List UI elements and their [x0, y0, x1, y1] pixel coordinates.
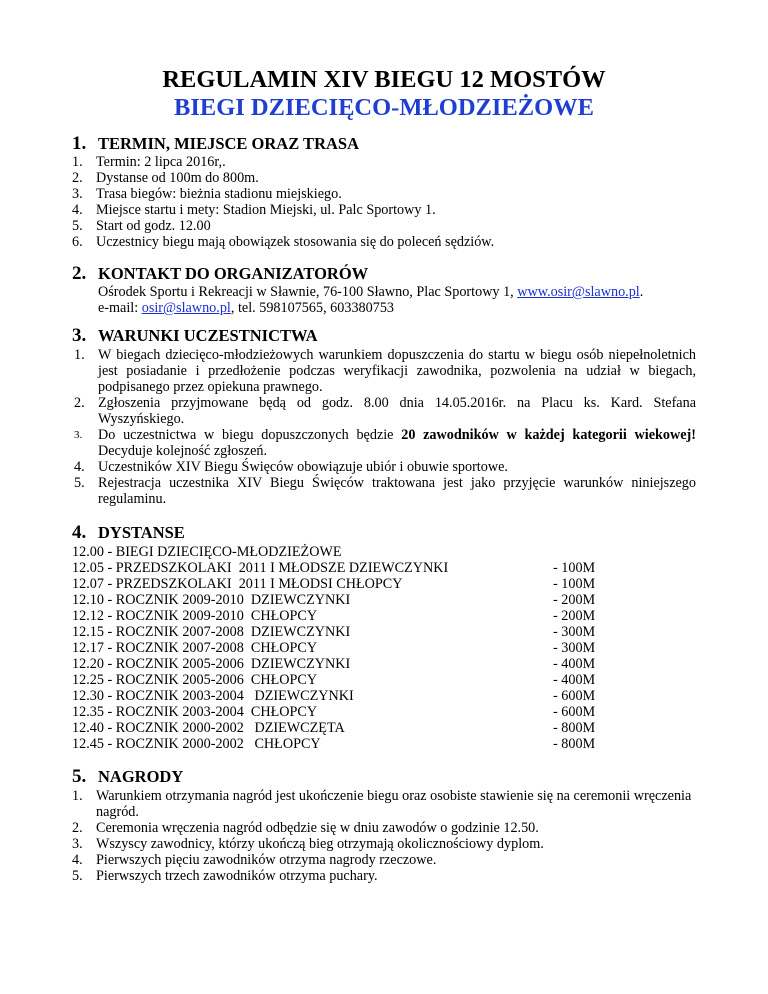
list-item: 1. W biegach dziecięco-młodzieżowych warunkiem dopuszczenia do startu w biegu osób niepełnoletnich jest posiadanie i przedłożenie podczas weryfikacji zawodnika, pozwolenia na udział w biegach, podpisanego przez opiekuna prawnego.: [74, 347, 696, 395]
list-item: 4. Uczestników XIV Biegu Święców obowiązuje ubiór i obuwie sportowe.: [74, 459, 508, 475]
section-5-heading: [72, 767, 183, 787]
section-3-list: [74, 347, 696, 507]
document-subtitle: BIEGI DZIECIĘCO-MŁODZIEŻOWE: [174, 94, 594, 121]
table-row: 12.12 - ROCZNIK 2009-2010 CHŁOPCY - 200M: [72, 608, 596, 624]
section-number: 2.: [72, 263, 87, 284]
section-title: DYSTANSE: [98, 523, 185, 542]
list-item: 2. Ceremonia wręczenia nagród odbędzie się w dniu zawodów o godzinie 12.50.: [72, 820, 539, 836]
table-row: 12.17 - ROCZNIK 2007-2008 CHŁOPCY - 300M: [72, 640, 596, 656]
distances-table: [72, 544, 596, 752]
contact-email: e-mail: osir@slawno.pl, tel. 598107565, 603380753: [98, 300, 395, 316]
table-row: 12.07 - PRZEDSZKOLAKI 2011 I MŁODSI CHŁOPCY - 100M: [72, 576, 596, 592]
table-row: 12.05 - PRZEDSZKOLAKI 2011 I MŁODSZE DZIEWCZYNKI - 100M: [72, 560, 596, 576]
section-5-list: [72, 788, 696, 884]
section-number: 1.: [72, 133, 87, 154]
table-row: 12.40 - ROCZNIK 2000-2002 DZIEWCZĘTA - 800M: [72, 720, 596, 736]
section-3-heading: [72, 326, 318, 346]
document-title: REGULAMIN XIV BIEGU 12 MOSTÓW: [162, 66, 606, 93]
section-title: KONTAKT DO ORGANIZATORÓW: [98, 264, 369, 283]
table-row: 12.45 - ROCZNIK 2000-2002 CHŁOPCY - 800M: [72, 736, 596, 752]
table-row: 12.30 - ROCZNIK 2003-2004 DZIEWCZYNKI - 600M: [72, 688, 596, 704]
section-4-heading: [72, 523, 185, 543]
contact-address: Ośrodek Sportu i Rekreacji w Sławnie, 76-100 Sławno, Plac Sportowy 1, www.osir@slawno.pl.: [98, 284, 644, 300]
section-title: WARUNKI UCZESTNICTWA: [98, 326, 318, 345]
section-title: NAGRODY: [98, 767, 184, 786]
section-number: 4.: [72, 522, 87, 543]
section-number: 5.: [72, 766, 87, 787]
list-item: 6. Uczestnicy biegu mają obowiązek stosowania się do poleceń sędziów.: [72, 234, 495, 250]
list-item: 3. Trasa biegów: bieżnia stadionu miejskiego.: [72, 186, 342, 202]
section-number: 3.: [72, 325, 87, 346]
table-row: 12.35 - ROCZNIK 2003-2004 CHŁOPCY - 600M: [72, 704, 596, 720]
list-item: 1. Termin: 2 lipca 2016r,.: [72, 154, 226, 170]
list-item: 2. Zgłoszenia przyjmowane będą od godz. 8.00 dnia 14.05.2016r. na Placu ks. Kard. Stefana Wyszyńskiego.: [74, 395, 696, 427]
table-row: 12.00 - BIEGI DZIECIĘCO-MŁODZIEŻOWE: [72, 544, 342, 560]
list-item: 3. Do uczestnictwa w biegu dopuszczonych będzie 20 zawodników w każdej kategorii wiekowej! Decyduje kolejność zgłoszeń.: [74, 427, 696, 459]
table-row: 12.20 - ROCZNIK 2005-2006 DZIEWCZYNKI - 400M: [72, 656, 596, 672]
list-item: 4. Miejsce startu i mety: Stadion Miejski, ul. Palc Sportowy 1.: [72, 202, 436, 218]
list-item: 5. Pierwszych trzech zawodników otrzyma puchary.: [72, 868, 378, 884]
list-item: 3. Wszyscy zawodnicy, którzy ukończą bieg otrzymają okolicznościowy dyplom.: [72, 836, 544, 852]
table-row: 12.25 - ROCZNIK 2005-2006 CHŁOPCY - 400M: [72, 672, 596, 688]
contact-block: [98, 284, 718, 316]
list-item: 5. Start od godz. 12.00: [72, 218, 211, 234]
section-2-heading: [72, 264, 368, 284]
list-item: 2. Dystanse od 100m do 800m.: [72, 170, 259, 186]
table-row: 12.10 - ROCZNIK 2009-2010 DZIEWCZYNKI - 200M: [72, 592, 596, 608]
email-link[interactable]: osir@slawno.pl: [141, 300, 231, 316]
section-1-heading: [72, 134, 359, 154]
website-link[interactable]: www.osir@slawno.pl: [517, 284, 640, 300]
list-item: 1. Warunkiem otrzymania nagród jest ukończenie biegu oraz osobiste stawienie się na ceremonii wręczenia nagród.: [72, 788, 692, 820]
table-row: 12.15 - ROCZNIK 2007-2008 DZIEWCZYNKI - 300M: [72, 624, 596, 640]
list-item: 4. Pierwszych pięciu zawodników otrzyma nagrody rzeczowe.: [72, 852, 437, 868]
section-title: TERMIN, MIEJSCE ORAZ TRASA: [98, 134, 359, 153]
list-item: 5. Rejestracja uczestnika XIV Biegu Święców traktowana jest jako przyjęcie warunków niniejszego regulaminu.: [74, 475, 696, 507]
section-1-list: [72, 154, 696, 250]
